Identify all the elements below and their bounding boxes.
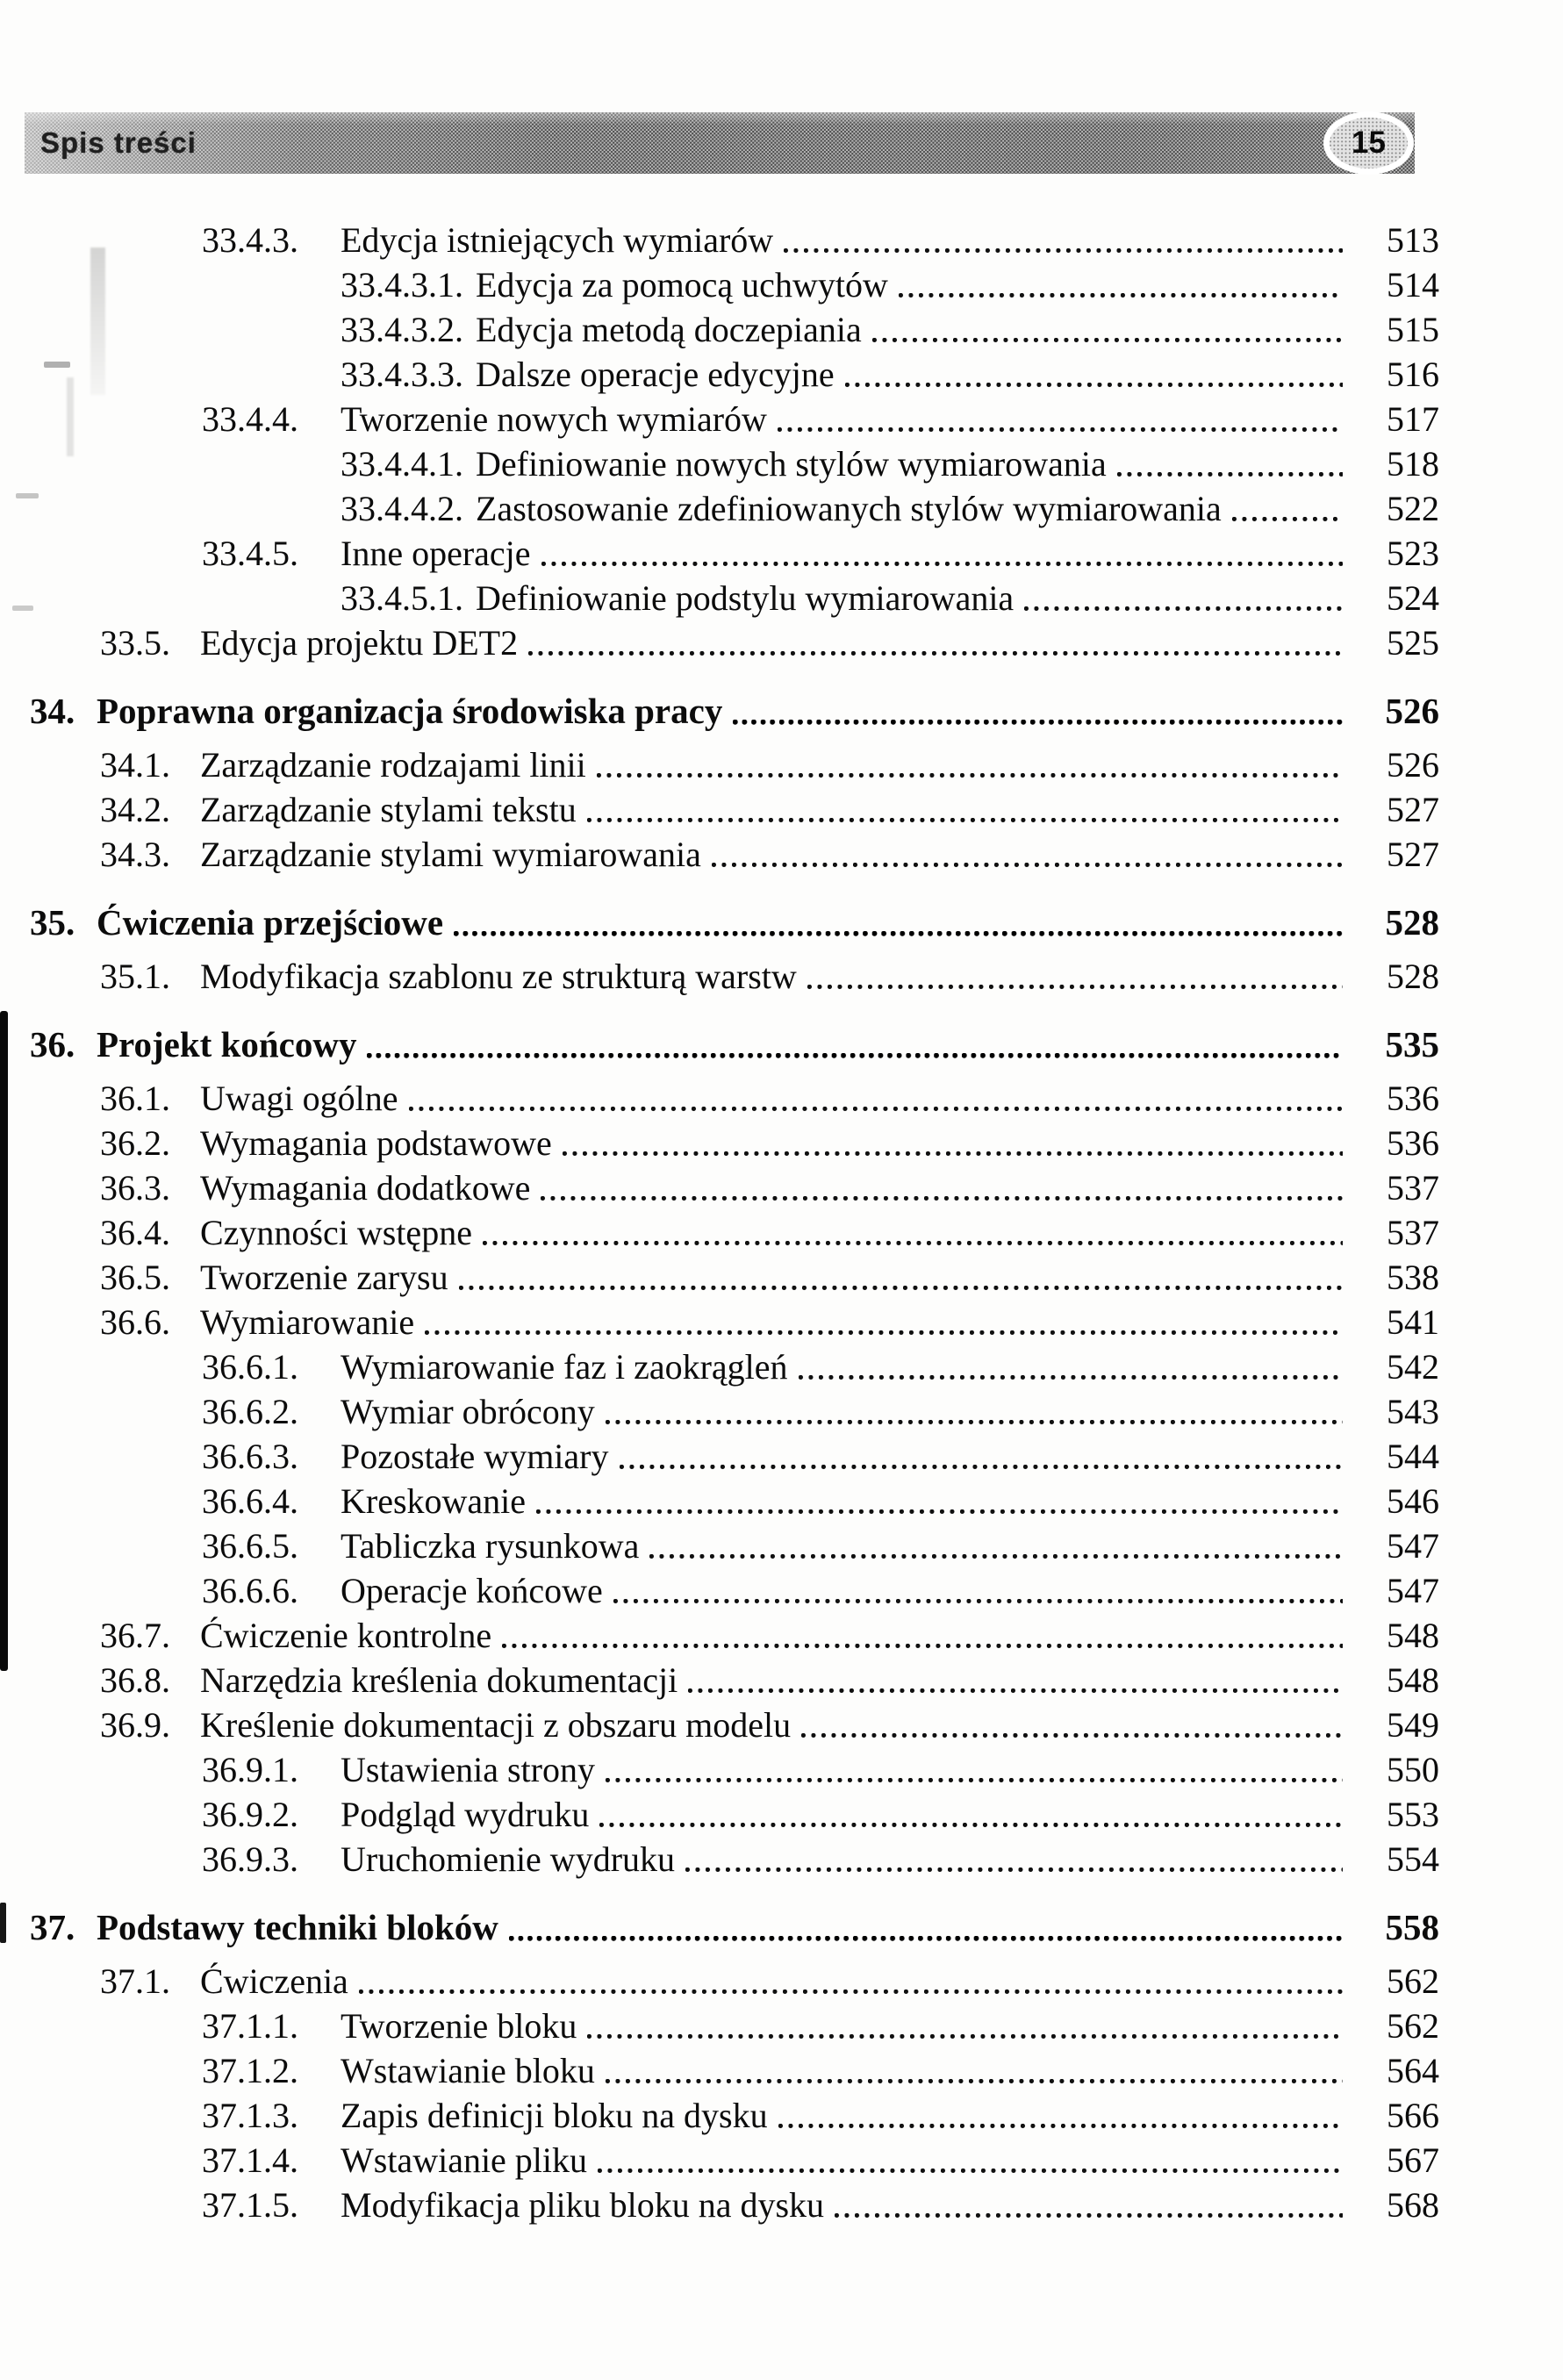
dot-leader <box>801 1703 1343 1747</box>
toc-entry-title: Podgląd wydruku <box>341 1795 590 1834</box>
toc-entry <box>202 1837 1439 1882</box>
toc-entry <box>30 1022 1439 1067</box>
toc-entry-page: 528 <box>1387 957 1439 996</box>
toc-entry-title: Ustawienia strony <box>341 1750 595 1789</box>
toc-entry <box>202 531 1439 576</box>
dot-leader <box>712 832 1343 877</box>
dot-leader <box>509 1905 1343 1950</box>
toc-entry-page: 527 <box>1387 790 1439 829</box>
toc-entry-title: Edycja za pomocą uchwytów <box>476 265 888 305</box>
toc-entry-number: 36.3. <box>100 1168 170 1208</box>
toc-entry-number: 36.8. <box>100 1660 170 1700</box>
toc-entry-number: 33.4.5.1. <box>341 578 463 618</box>
toc-entry-number: 33.4.4.2. <box>341 489 463 528</box>
toc-entry-number: 36.2. <box>100 1123 170 1163</box>
toc-entry-title: Narzędzia kreślenia dokumentacji <box>200 1660 678 1700</box>
toc-entry-page: 549 <box>1387 1705 1439 1745</box>
toc-entry-title: Modyfikacja szablonu ze strukturą warstw <box>200 957 797 996</box>
dot-leader <box>502 1613 1343 1658</box>
toc-entry-number: 34.2. <box>100 790 170 829</box>
toc-entry-title: Dalsze operacje edycyjne <box>476 355 835 394</box>
dot-leader <box>845 352 1343 397</box>
toc-entry-page: 548 <box>1387 1616 1439 1655</box>
toc-entry <box>202 1523 1439 1568</box>
toc-entry-number: 36.9. <box>100 1705 170 1745</box>
toc-entry-title: Inne operacje <box>341 534 531 573</box>
toc-entry-page: 550 <box>1387 1750 1439 1789</box>
toc-entry-page: 517 <box>1387 399 1439 439</box>
toc-entry <box>202 1434 1439 1479</box>
toc-entry <box>341 486 1439 531</box>
toc-entry <box>202 1568 1439 1613</box>
toc-entry <box>100 1658 1439 1703</box>
page-number-badge <box>1323 111 1414 175</box>
toc-entry-title: Edycja metodą doczepiania <box>476 310 862 349</box>
toc-entry-title: Wymiarowanie faz i zaokrągleń <box>341 1347 788 1387</box>
toc-entry-page: 536 <box>1387 1079 1439 1118</box>
toc-entry-title: Edycja istniejących wymiarów <box>341 220 774 260</box>
toc-entry-page: 547 <box>1387 1526 1439 1566</box>
dot-leader <box>425 1300 1343 1344</box>
toc-entry <box>100 1300 1439 1344</box>
toc-entry <box>202 2093 1439 2138</box>
dot-leader <box>483 1210 1343 1255</box>
toc-entry <box>202 1479 1439 1523</box>
toc-entry-number: 33.4.3.2. <box>341 310 463 349</box>
toc-entry-page: 562 <box>1387 2006 1439 2046</box>
toc-entry-title: Wymagania podstawowe <box>200 1123 552 1163</box>
toc-entry-title: Kreskowanie <box>341 1481 527 1521</box>
dot-leader <box>649 1523 1343 1568</box>
toc-entry-number: 36.9.3. <box>202 1839 298 1879</box>
toc-entry <box>100 1165 1439 1210</box>
toc-entry-title: Tworzenie zarysu <box>200 1258 448 1297</box>
toc-entry <box>100 954 1439 999</box>
dot-leader <box>359 1959 1343 2004</box>
toc-entry-number: 37. <box>30 1907 75 1947</box>
toc-entry-page: 523 <box>1387 534 1439 573</box>
page-number: 15 <box>1351 125 1386 160</box>
toc-entry <box>202 2004 1439 2048</box>
toc-entry-page: 526 <box>1387 745 1439 785</box>
toc-entry-title: Wymiar obrócony <box>341 1392 595 1431</box>
toc-entry-title: Podstawy techniki bloków <box>97 1907 498 1947</box>
dot-leader <box>536 1479 1343 1523</box>
toc-entry-page: 542 <box>1387 1347 1439 1387</box>
toc-entry-number: 36.6.6. <box>202 1571 298 1610</box>
toc-entry-title: Uwagi ogólne <box>200 1079 398 1118</box>
toc-entry-number: 36.6.5. <box>202 1526 298 1566</box>
toc-entry <box>100 1959 1439 2004</box>
toc-entry <box>100 1210 1439 1255</box>
dot-leader <box>613 1568 1343 1613</box>
toc-entry-page: 562 <box>1387 1961 1439 2001</box>
toc-entry-title: Definiowanie nowych stylów wymiarowania <box>476 444 1107 484</box>
toc-entry-page: 553 <box>1387 1795 1439 1834</box>
toc-list <box>0 218 1439 2227</box>
dot-leader <box>733 689 1343 734</box>
toc-entry-number: 33.4.3. <box>202 220 298 260</box>
dot-leader <box>1117 441 1343 486</box>
toc-entry-number: 36.9.2. <box>202 1795 298 1834</box>
toc-entry-number: 36.4. <box>100 1213 170 1252</box>
toc-entry-title: Zastosowanie zdefiniowanych stylów wymiarowania <box>476 489 1222 528</box>
header-bar <box>25 112 1415 174</box>
dot-leader <box>367 1022 1343 1067</box>
toc-entry-number: 36.6.4. <box>202 1481 298 1521</box>
toc-entry-number: 37.1. <box>100 1961 170 2001</box>
toc-entry-title: Zarządzanie stylami tekstu <box>200 790 577 829</box>
toc-entry-page: 525 <box>1387 623 1439 663</box>
toc-entry-title: Pozostałe wymiary <box>341 1437 609 1476</box>
toc-entry-page: 515 <box>1387 310 1439 349</box>
dot-leader <box>778 397 1343 441</box>
dot-leader <box>597 742 1343 787</box>
toc-entry <box>100 1613 1439 1658</box>
toc-entry <box>100 832 1439 877</box>
dot-leader <box>606 1747 1343 1792</box>
toc-entry-title: Definiowanie podstylu wymiarowania <box>476 578 1015 618</box>
toc-entry-title: Modyfikacja pliku bloku na dysku <box>341 2185 825 2225</box>
toc-entry-page: 558 <box>1385 1907 1439 1947</box>
dot-leader <box>620 1434 1344 1479</box>
toc-entry-number: 37.1.2. <box>202 2051 298 2090</box>
toc-entry-number: 36.9.1. <box>202 1750 298 1789</box>
dot-leader <box>598 2138 1343 2183</box>
toc-entry-number: 36.7. <box>100 1616 170 1655</box>
toc-entry-page: 541 <box>1387 1302 1439 1342</box>
dot-leader <box>784 218 1343 262</box>
toc-entry <box>202 2183 1439 2227</box>
toc-entry-page: 516 <box>1387 355 1439 394</box>
toc-entry <box>202 397 1439 441</box>
dot-leader <box>872 307 1343 352</box>
dot-leader <box>1232 486 1343 531</box>
toc-entry <box>100 742 1439 787</box>
toc-entry-page: 554 <box>1387 1839 1439 1879</box>
dot-leader <box>685 1837 1343 1882</box>
toc-entry <box>100 1255 1439 1300</box>
toc-entry-title: Uruchomienie wydruku <box>341 1839 676 1879</box>
dot-leader <box>454 900 1343 945</box>
toc-entry-number: 35.1. <box>100 957 170 996</box>
toc-entry-title: Poprawna organizacja środowiska pracy <box>97 691 723 731</box>
toc-entry-page: 568 <box>1387 2185 1439 2225</box>
toc-entry <box>100 1703 1439 1747</box>
toc-entry <box>341 307 1439 352</box>
dot-leader <box>541 1165 1343 1210</box>
toc-entry-page: 546 <box>1387 1481 1439 1521</box>
toc-entry-page: 538 <box>1387 1258 1439 1297</box>
toc-entry <box>30 1905 1439 1950</box>
toc-entry-number: 33.4.5. <box>202 534 298 573</box>
toc-entry-number: 35. <box>30 902 75 943</box>
dot-leader <box>899 262 1343 307</box>
toc-entry-title: Zarządzanie rodzajami linii <box>200 745 586 785</box>
toc-entry <box>341 262 1439 307</box>
toc-entry-number: 34. <box>30 691 75 731</box>
toc-entry-number: 33.4.4.1. <box>341 444 463 484</box>
toc-entry-number: 37.1.5. <box>202 2185 298 2225</box>
toc-entry-title: Tworzenie nowych wymiarów <box>341 399 767 439</box>
toc-entry <box>100 1121 1439 1165</box>
toc-entry-title: Zarządzanie stylami wymiarowania <box>200 835 701 874</box>
dot-leader <box>807 954 1343 999</box>
toc-entry <box>202 2138 1439 2183</box>
toc-entry-number: 37.1.1. <box>202 2006 298 2046</box>
toc-entry <box>202 1747 1439 1792</box>
toc-entry-page: 524 <box>1387 578 1439 618</box>
toc-entry <box>202 1344 1439 1389</box>
toc-entry <box>100 620 1439 665</box>
dot-leader <box>1024 576 1343 620</box>
dot-leader <box>606 2048 1343 2093</box>
dot-leader <box>835 2183 1343 2227</box>
toc-entry-number: 34.1. <box>100 745 170 785</box>
toc-entry-title: Kreślenie dokumentacji z obszaru modelu <box>200 1705 792 1745</box>
toc-entry-page: 535 <box>1385 1024 1439 1065</box>
toc-entry-title: Zapis definicji bloku na dysku <box>341 2096 768 2135</box>
toc-entry <box>202 2048 1439 2093</box>
toc-entry-page: 544 <box>1387 1437 1439 1476</box>
toc-entry-title: Wstawianie pliku <box>341 2140 588 2180</box>
toc-entry-number: 33.4.4. <box>202 399 298 439</box>
dot-leader <box>799 1344 1343 1389</box>
dot-leader <box>528 620 1343 665</box>
toc-entry-number: 36.6.2. <box>202 1392 298 1431</box>
toc-entry <box>341 576 1439 620</box>
toc-entry-number: 34.3. <box>100 835 170 874</box>
toc-entry-number: 36.6.3. <box>202 1437 298 1476</box>
toc-entry-page: 527 <box>1387 835 1439 874</box>
toc-entry-number: 36.6. <box>100 1302 170 1342</box>
toc-entry-number: 33.4.3.3. <box>341 355 463 394</box>
dot-leader <box>563 1121 1343 1165</box>
toc-entry-page: 522 <box>1387 489 1439 528</box>
toc-entry <box>341 441 1439 486</box>
toc-entry-number: 36. <box>30 1024 75 1065</box>
page-header-title: Spis treści <box>40 126 197 159</box>
dot-leader <box>599 1792 1343 1837</box>
toc-entry-title: Wymiarowanie <box>200 1302 415 1342</box>
toc-entry-page: 537 <box>1387 1213 1439 1252</box>
toc-entry-page: 513 <box>1387 220 1439 260</box>
dot-leader <box>587 2004 1343 2048</box>
toc-entry-title: Projekt końcowy <box>97 1024 357 1065</box>
toc-entry-number: 33.5. <box>100 623 170 663</box>
toc-entry-page: 518 <box>1387 444 1439 484</box>
toc-entry-title: Ćwiczenia przejściowe <box>97 902 444 943</box>
dot-leader <box>778 2093 1343 2138</box>
toc-entry <box>100 1076 1439 1121</box>
toc-entry-title: Edycja projektu DET2 <box>200 623 519 663</box>
dot-leader <box>688 1658 1343 1703</box>
toc-entry-title: Ćwiczenie kontrolne <box>200 1616 492 1655</box>
toc-entry-title: Operacje końcowe <box>341 1571 603 1610</box>
toc-entry <box>341 352 1439 397</box>
toc-entry-number: 36.1. <box>100 1079 170 1118</box>
toc-entry-page: 543 <box>1387 1392 1439 1431</box>
dot-leader <box>409 1076 1343 1121</box>
toc-entry-number: 36.5. <box>100 1258 170 1297</box>
toc-entry-number: 37.1.4. <box>202 2140 298 2180</box>
toc-entry-number: 36.6.1. <box>202 1347 298 1387</box>
toc-entry-title: Tworzenie bloku <box>341 2006 577 2046</box>
dot-leader <box>587 787 1343 832</box>
toc-entry-title: Wymagania dodatkowe <box>200 1168 531 1208</box>
toc-entry-page: 547 <box>1387 1571 1439 1610</box>
toc-entry-title: Wstawianie bloku <box>341 2051 595 2090</box>
toc-entry-page: 526 <box>1385 691 1439 731</box>
toc-entry-number: 37.1.3. <box>202 2096 298 2135</box>
toc-entry-page: 566 <box>1387 2096 1439 2135</box>
toc-entry-page: 567 <box>1387 2140 1439 2180</box>
dot-leader <box>606 1389 1343 1434</box>
toc-entry-page: 548 <box>1387 1660 1439 1700</box>
toc-entry-title: Czynności wstępne <box>200 1213 472 1252</box>
toc-entry <box>30 900 1439 945</box>
toc-entry-title: Tabliczka rysunkowa <box>341 1526 640 1566</box>
toc-entry-page: 528 <box>1385 902 1439 943</box>
toc-entry <box>202 1389 1439 1434</box>
toc-entry-page: 514 <box>1387 265 1439 305</box>
toc-entry-number: 33.4.3.1. <box>341 265 463 305</box>
toc-entry <box>100 787 1439 832</box>
toc-entry <box>30 689 1439 734</box>
toc-entry-page: 536 <box>1387 1123 1439 1163</box>
toc-entry <box>202 218 1439 262</box>
toc-entry-page: 564 <box>1387 2051 1439 2090</box>
toc-entry-title: Ćwiczenia <box>200 1961 348 2001</box>
toc-entry <box>202 1792 1439 1837</box>
toc-entry-page: 537 <box>1387 1168 1439 1208</box>
dot-leader <box>459 1255 1343 1300</box>
dot-leader <box>541 531 1343 576</box>
